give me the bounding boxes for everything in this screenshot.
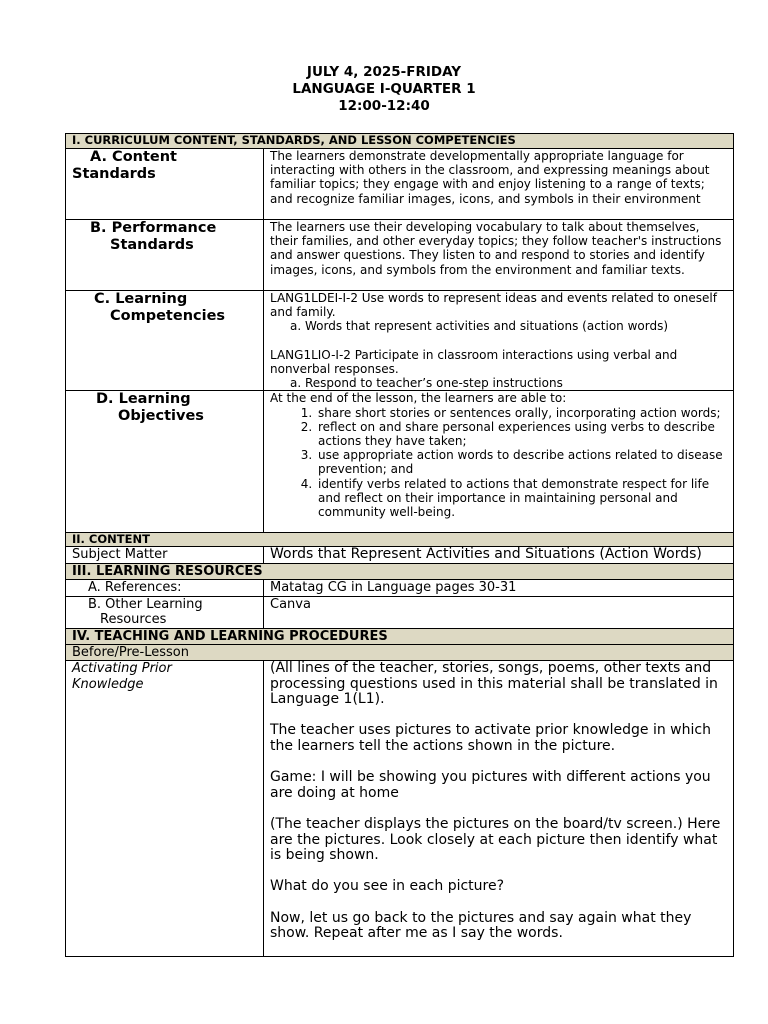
objective-item: 2. reflect on and share personal experiences using verbs to describe actions they have taken;	[316, 420, 727, 448]
activating-prior-knowledge-text	[264, 661, 734, 957]
performance-standards-text: The learners use their developing vocabulary to talk about themselves, their families, and other everyday topics; they follow teacher's instructions and answer questions. They listen to and respond to stories and identify images, icons, and symbols from the environment and familiar texts.	[264, 220, 734, 291]
section-1-heading: I. CURRICULUM CONTENT, STANDARDS, AND LESSON COMPETENCIES	[66, 134, 734, 149]
procedure-paragraph: (The teacher displays the pictures on the board/tv screen.) Here are the pictures. Look closely at each picture then identify what is being shown.	[270, 815, 721, 864]
content-standards-label: A. Content Standards	[66, 149, 264, 220]
learning-objectives-text	[264, 391, 734, 533]
subject-matter-label: Subject Matter	[66, 547, 264, 564]
objectives-intro: At the end of the lesson, the learners are able to:	[270, 391, 567, 406]
competency-1-sub: a. Words that represent activities and situations (action words)	[290, 319, 669, 334]
objective-item: 4. identify verbs related to actions that demonstrate respect for life and reflect on their importance in maintaining personal and community well-being.	[316, 477, 727, 520]
objective-item: 1. share short stories or sentences orally, incorporating action words;	[316, 406, 727, 420]
procedure-paragraph: Game: I will be showing you pictures with different actions you are doing at home	[270, 769, 711, 801]
objective-item: 3. use appropriate action words to describe actions related to disease prevention; and	[316, 448, 727, 476]
procedure-paragraph: (All lines of the teacher, stories, songs, poems, other texts and processing questions used in this material shall be translated in Language 1(L1).	[270, 660, 718, 708]
performance-standards-label: B. Performance Standards	[66, 220, 264, 291]
competency-1: LANG1LDEI-I-2 Use words to represent ideas and events related to oneself and family.	[270, 291, 717, 320]
procedure-paragraph: Now, let us go back to the pictures and say again what they show. Repeat after me as I say the words.	[270, 909, 692, 942]
lesson-subject: LANGUAGE I-QUARTER 1	[292, 81, 476, 97]
section-2-heading: II. CONTENT	[66, 533, 734, 547]
section-4-heading: IV. TEACHING AND LEARNING PROCEDURES	[66, 628, 734, 644]
procedure-paragraph: What do you see in each picture?	[270, 878, 505, 895]
objectives-list	[270, 406, 727, 520]
lesson-plan-table	[65, 133, 734, 957]
other-resources-value: Canva	[264, 596, 734, 628]
references-value: Matatag CG in Language pages 30-31	[264, 580, 734, 597]
section-3-heading: III. LEARNING RESOURCES	[66, 564, 734, 580]
competency-2: LANG1LIO-I-2 Participate in classroom interactions using verbal and nonverbal responses.	[270, 347, 678, 376]
subject-matter-value: Words that Represent Activities and Situations (Action Words)	[264, 547, 734, 564]
competency-2-sub: a. Respond to teacher’s one-step instructions	[290, 376, 563, 391]
lesson-time: 12:00-12:40	[338, 98, 430, 114]
activating-prior-knowledge-label: Activating Prior Knowledge	[66, 661, 264, 957]
learning-competencies-label: C. Learning Competencies	[66, 291, 264, 391]
other-resources-label: B. Other Learning Resources	[66, 596, 264, 628]
learning-objectives-label: D. Learning Objectives	[66, 391, 264, 533]
phase-heading: Before/Pre-Lesson	[66, 644, 734, 661]
lesson-date: JULY 4, 2025-FRIDAY	[306, 64, 462, 80]
learning-competencies-text	[264, 291, 734, 391]
content-standards-text: The learners demonstrate developmentally appropriate language for interacting with others in the classroom, and expressing meanings about familiar topics; they engage with and enjoy listening to a range of texts; and recognize familiar images, icons, and symbols in their environment	[264, 149, 734, 220]
procedure-paragraph: The teacher uses pictures to activate prior knowledge in which the learners tell the actions shown in the picture.	[270, 722, 711, 754]
references-label: A. References:	[66, 580, 264, 597]
document-header	[0, 64, 768, 115]
